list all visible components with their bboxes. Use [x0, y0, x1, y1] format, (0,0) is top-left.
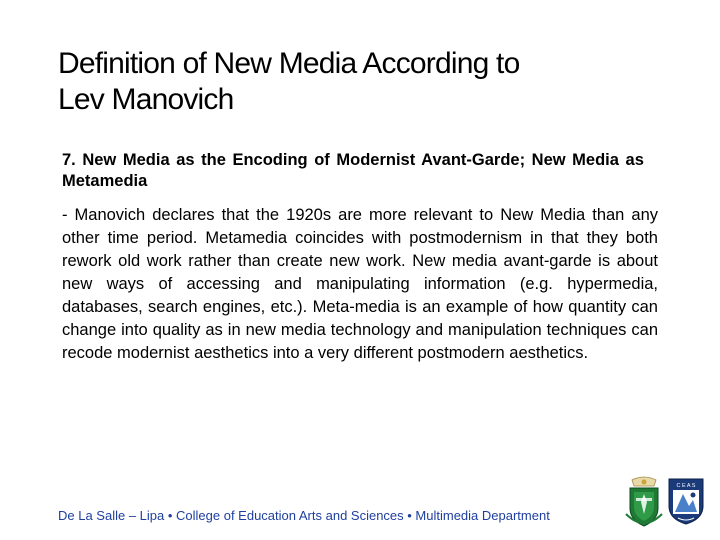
- ceas-logo-text: C E A S: [676, 483, 696, 489]
- body-paragraph: - Manovich declares that the 1920s are more relevant to New Media than any other time period. Metamedia coincides with postmodernism in that they both rework old work rather than create new work. New media avant-garde is about new ways of accessing and manipulating information (e.g. hypermedia, databases, search engines, etc.). Meta-media is an example of how quantity can change into quality as in new media technology and manipulation techniques can recode modernist aesthetics into a very different postmodern aesthetics.: [62, 206, 658, 362]
- dlsl-seal-icon: [624, 474, 664, 530]
- slide-title: [58, 46, 678, 118]
- ceas-shield-icon: [666, 476, 706, 526]
- section-heading: 7. New Media as the Encoding of Modernist Avant-Garde; New Media as Metamedia: [62, 151, 644, 190]
- slide-title-line-2: Lev Manovich: [58, 83, 234, 116]
- slide-title-line-1: Definition of New Media According to: [58, 47, 520, 80]
- footer-text: De La Salle – Lipa • College of Education Arts and Sciences • Multimedia Department: [58, 508, 550, 523]
